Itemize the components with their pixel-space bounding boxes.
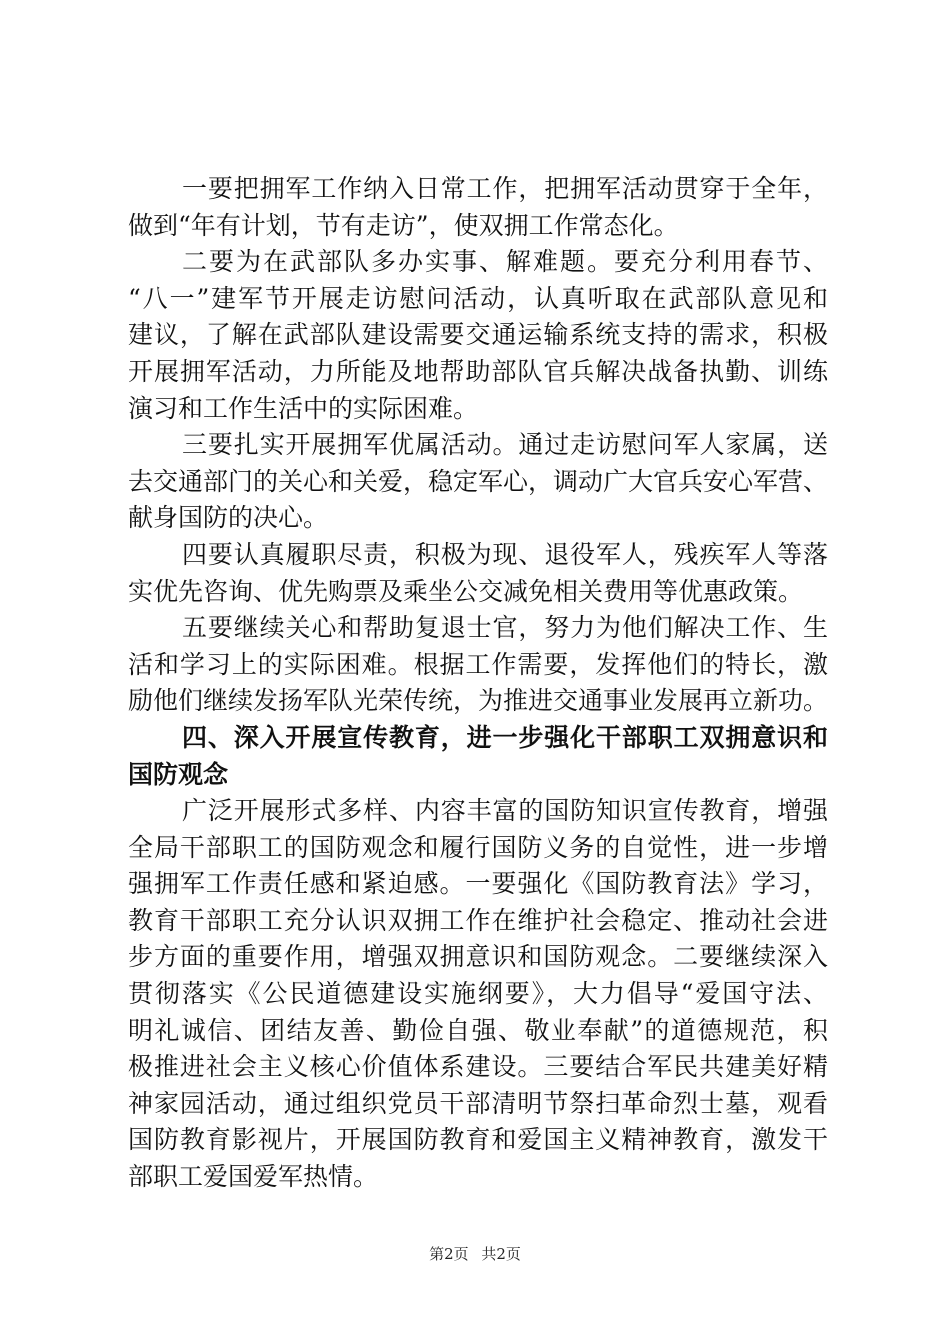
paragraph-line: 去交通部门的关心和关爱，稳定军心，调动广大官兵安心军营、: [128, 466, 829, 496]
paragraph-line: 步方面的重要作用，增强双拥意识和国防观念。二要继续深入: [128, 942, 828, 972]
paragraph-line: “八一”建军节开展走访慰问活动，认真听取在武部队意见和: [128, 283, 828, 313]
page-total: 共2页: [481, 1245, 521, 1263]
paragraph-line: 二要为在武部队多办实事、解难题。要充分利用春节、: [182, 247, 828, 277]
paragraph-line: 实优先咨询、优先购票及乘坐公交减免相关费用等优惠政策。: [128, 576, 804, 606]
paragraph-line: 广泛开展形式多样、内容丰富的国防知识宣传教育，增强: [182, 796, 828, 826]
paragraph-line: 强拥军工作责任感和紧迫感。一要强化《国防教育法》学习，: [128, 869, 828, 899]
paragraph-line: 国防教育影视片，开展国防教育和爱国主义精神教育，激发干: [128, 1125, 828, 1155]
paragraph-line: 三要扎实开展拥军优属活动。通过走访慰问军人家属，送: [182, 430, 828, 460]
paragraph-3: [128, 427, 828, 537]
paragraph-line: 一要把拥军工作纳入日常工作，把拥军活动贯穿于全年，: [182, 174, 828, 203]
section-heading: [128, 720, 828, 793]
paragraph-2: [128, 244, 828, 427]
paragraph-1: [128, 171, 828, 244]
section-heading-line: 国防观念: [128, 759, 229, 789]
paragraph-line: 献身国防的决心。: [128, 503, 329, 533]
paragraph-line: 演习和工作生活中的实际困难。: [128, 393, 479, 423]
page-number: 第2页: [429, 1245, 469, 1263]
paragraph-line: 神家园活动，通过组织党员干部清明节祭扫革命烈士墓，观看: [128, 1088, 828, 1118]
paragraph-line: 教育干部职工充分认识双拥工作在维护社会稳定、推动社会进: [128, 905, 828, 935]
paragraph-line: 贯彻落实《公民道德建设实施纲要》，大力倡导“爱国守法、: [128, 979, 828, 1009]
paragraph-line: 做到“年有计划，节有走访”，使双拥工作常态化。: [128, 210, 679, 240]
document-body: [128, 171, 828, 1196]
paragraph-line: 建议，了解在武部队建设需要交通运输系统支持的需求，积极: [128, 320, 828, 350]
paragraph-4: [128, 537, 828, 610]
paragraph-line: 极推进社会主义核心价值体系建设。三要结合军民共建美好精: [128, 1052, 828, 1082]
paragraph-line: 全局干部职工的国防观念和履行国防义务的自觉性，进一步增: [128, 832, 828, 862]
paragraph-line: 部职工爱国爱军热情。: [128, 1162, 379, 1192]
paragraph-line: 明礼诚信、团结友善、勤俭自强、敬业奉献”的道德规范，积: [128, 1015, 828, 1045]
section-paragraph: [128, 793, 828, 1196]
paragraph-line: 四要认真履职尽责，积极为现、退役军人，残疾军人等落: [182, 539, 828, 569]
paragraph-line: 活和学习上的实际困难。根据工作需要，发挥他们的特长，激: [128, 649, 828, 679]
paragraph-line: 励他们继续发扬军队光荣传统，为推进交通事业发展再立新功。: [128, 686, 829, 716]
paragraph-5: [128, 610, 828, 720]
page-footer: [0, 1244, 950, 1264]
section-heading-line: 四、深入开展宣传教育，进一步强化干部职工双拥意识和: [182, 722, 828, 752]
paragraph-line: 开展拥军活动，力所能及地帮助部队官兵解决战备执勤、训练: [128, 356, 828, 386]
paragraph-line: 五要继续关心和帮助复退士官，努力为他们解决工作、生: [182, 613, 828, 643]
